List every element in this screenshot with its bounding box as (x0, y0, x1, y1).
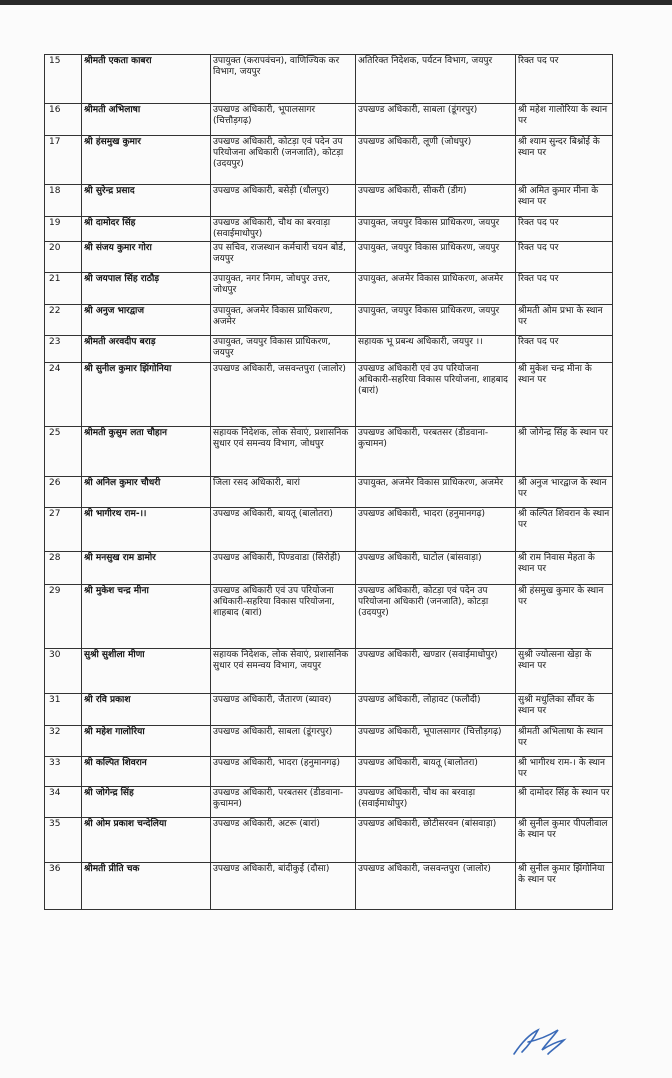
current-posting-cell: उपखण्ड अधिकारी, भादरा (हनुमानगढ़) (211, 757, 356, 787)
signature (508, 1020, 572, 1060)
table-row (45, 185, 613, 217)
officer-name-cell: श्रीमती अरवदीप बराड़ (82, 336, 211, 363)
remark-cell: श्री जोगेन्द्र सिंह के स्थान पर (516, 427, 613, 477)
officer-name-cell: श्री दामोदर सिंह (82, 217, 211, 242)
table-row (45, 552, 613, 585)
table-row (45, 55, 613, 104)
new-posting-cell: अतिरिक्त निदेशक, पर्यटन विभाग, जयपुर (356, 55, 516, 104)
table-row (45, 242, 613, 273)
row-number-cell: 33 (45, 757, 82, 787)
current-posting-cell: उपायुक्त, जयपुर विकास प्राधिकरण, जयपुर (211, 336, 356, 363)
row-number-cell: 17 (45, 136, 82, 185)
officer-name-cell: श्री अनिल कुमार चौधरी (82, 477, 211, 508)
officer-name-cell: श्रीमती कुसुम लता चौहान (82, 427, 211, 477)
remark-cell: श्रीमती ओम प्रभा के स्थान पर (516, 305, 613, 336)
officer-name-cell: सुश्री सुशीला मीणा (82, 649, 211, 694)
current-posting-cell: उपखण्ड अधिकारी एवं उप परियोजना अधिकारी-सहरिया विकास परियोजना, शाहबाद (बारां) (211, 585, 356, 649)
row-number-cell: 35 (45, 818, 82, 863)
officer-name-cell: श्री महेश गालोरिया (82, 726, 211, 757)
new-posting-cell: उपखण्ड अधिकारी, चौथ का बरवाड़ा (सवाईमाधोपुर) (356, 787, 516, 818)
new-posting-cell: उपायुक्त, जयपुर विकास प्राधिकरण, जयपुर (356, 217, 516, 242)
remark-cell: सुश्री ज्योत्सना खेड़ा के स्थान पर (516, 649, 613, 694)
current-posting-cell: उपखण्ड अधिकारी, भूपालसागर (चित्तौड़गढ़) (211, 104, 356, 136)
row-number-cell: 19 (45, 217, 82, 242)
current-posting-cell: उपायुक्त, अजमेर विकास प्राधिकरण, अजमेर (211, 305, 356, 336)
transfer-list-sheet (44, 54, 612, 910)
remark-cell: श्री अमित कुमार मीना के स्थान पर (516, 185, 613, 217)
new-posting-cell: उपखण्ड अधिकारी, बायतू (बालोतरा) (356, 757, 516, 787)
officer-name-cell: श्रीमती प्रीति चक (82, 863, 211, 910)
new-posting-cell: उपायुक्त, जयपुर विकास प्राधिकरण, जयपुर (356, 242, 516, 273)
row-number-cell: 32 (45, 726, 82, 757)
current-posting-cell: उपखण्ड अधिकारी, परबतसर (डीडवाना-कुचामन) (211, 787, 356, 818)
officer-name-cell: श्री मुकेश चन्द्र मीना (82, 585, 211, 649)
officer-name-cell: श्री सुनील कुमार झिंगोनिया (82, 363, 211, 427)
row-number-cell: 22 (45, 305, 82, 336)
row-number-cell: 31 (45, 694, 82, 726)
remark-cell: श्री सुनील कुमार झिंगोनिया के स्थान पर (516, 863, 613, 910)
current-posting-cell: उपखण्ड अधिकारी, बांदीकुई (दौसा) (211, 863, 356, 910)
row-number-cell: 29 (45, 585, 82, 649)
current-posting-cell: उपखण्ड अधिकारी, चौथ का बरवाड़ा (सवाईमाधोपुर) (211, 217, 356, 242)
row-number-cell: 21 (45, 273, 82, 305)
table-row (45, 863, 613, 910)
new-posting-cell: उपखण्ड अधिकारी, साबला (डूंगरपुर) (356, 104, 516, 136)
current-posting-cell: उपखण्ड अधिकारी, बायतू (बालोतरा) (211, 508, 356, 552)
remark-cell: श्री सुनील कुमार पीपलीवाल के स्थान पर (516, 818, 613, 863)
row-number-cell: 16 (45, 104, 82, 136)
row-number-cell: 34 (45, 787, 82, 818)
table-row (45, 427, 613, 477)
row-number-cell: 18 (45, 185, 82, 217)
table-row (45, 818, 613, 863)
current-posting-cell: उपखण्ड अधिकारी, बसेड़ी (धौलपुर) (211, 185, 356, 217)
officer-name-cell: श्री सुरेन्द्र प्रसाद (82, 185, 211, 217)
table-row (45, 217, 613, 242)
transfer-table (44, 54, 613, 910)
officer-name-cell: श्री हंसमुख कुमार (82, 136, 211, 185)
officer-name-cell: श्री जयपाल सिंह राठौड़ (82, 273, 211, 305)
row-number-cell: 15 (45, 55, 82, 104)
current-posting-cell: उपखण्ड अधिकारी, पिण्डवाडा (सिरोही) (211, 552, 356, 585)
table-row (45, 363, 613, 427)
row-number-cell: 27 (45, 508, 82, 552)
table-row (45, 649, 613, 694)
new-posting-cell: सहायक भू प्रबन्ध अधिकारी, जयपुर ।। (356, 336, 516, 363)
new-posting-cell: उपखण्ड अधिकारी, कोटड़ा एवं पदेन उप परियोजना अधिकारी (जनजाति), कोटड़ा (उदयपुर) (356, 585, 516, 649)
new-posting-cell: उपखण्ड अधिकारी, खण्डार (सवाईमाधोपुर) (356, 649, 516, 694)
new-posting-cell: उपखण्ड अधिकारी, घाटोल (बांसवाड़ा) (356, 552, 516, 585)
remark-cell: श्री राम निवास मेहता के स्थान पर (516, 552, 613, 585)
current-posting-cell: उपखण्ड अधिकारी, जसवन्तपुरा (जालोर) (211, 363, 356, 427)
current-posting-cell: जिला रसद अधिकारी, बारां (211, 477, 356, 508)
new-posting-cell: उपखण्ड अधिकारी, परबतसर (डीडवाना-कुचामन) (356, 427, 516, 477)
remark-cell: श्री श्याम सुन्दर बिश्नोई के स्थान पर (516, 136, 613, 185)
officer-name-cell: श्री संजय कुमार गोरा (82, 242, 211, 273)
current-posting-cell: उपखण्ड अधिकारी, साबला (डूंगरपुर) (211, 726, 356, 757)
row-number-cell: 28 (45, 552, 82, 585)
officer-name-cell: श्री रवि प्रकाश (82, 694, 211, 726)
table-row (45, 757, 613, 787)
table-row (45, 508, 613, 552)
table-row (45, 585, 613, 649)
table-row (45, 787, 613, 818)
row-number-cell: 30 (45, 649, 82, 694)
current-posting-cell: उपखण्ड अधिकारी, अटरू (बारां) (211, 818, 356, 863)
new-posting-cell: उपखण्ड अधिकारी, भादरा (हनुमानगढ़) (356, 508, 516, 552)
row-number-cell: 20 (45, 242, 82, 273)
row-number-cell: 24 (45, 363, 82, 427)
new-posting-cell: उपखण्ड अधिकारी एवं उप परियोजना अधिकारी-सहरिया विकास परियोजना, शाहबाद (बारां) (356, 363, 516, 427)
officer-name-cell: श्रीमती एकता काबरा (82, 55, 211, 104)
top-edge-bar (0, 0, 672, 5)
current-posting-cell: उपखण्ड अधिकारी, जैतारण (ब्यावर) (211, 694, 356, 726)
officer-name-cell: श्री मनसुख राम डामोर (82, 552, 211, 585)
remark-cell: श्री भागीरथ राम-। के स्थान पर (516, 757, 613, 787)
remark-cell: श्री दामोदर सिंह के स्थान पर (516, 787, 613, 818)
row-number-cell: 25 (45, 427, 82, 477)
officer-name-cell: श्री जोगेन्द्र सिंह (82, 787, 211, 818)
row-number-cell: 36 (45, 863, 82, 910)
new-posting-cell: उपखण्ड अधिकारी, लूणी (जोधपुर) (356, 136, 516, 185)
remark-cell: श्री अनुज भारद्वाज के स्थान पर (516, 477, 613, 508)
remark-cell: श्री मुकेश चन्द्र मीना के स्थान पर (516, 363, 613, 427)
remark-cell: श्री कल्पित शिवरान के स्थान पर (516, 508, 613, 552)
table-row (45, 305, 613, 336)
new-posting-cell: उपखण्ड अधिकारी, सीकरी (डीग) (356, 185, 516, 217)
officer-name-cell: श्री अनुज भारद्वाज (82, 305, 211, 336)
remark-cell: रिक्त पद पर (516, 273, 613, 305)
officer-name-cell: श्री कल्पित शिवरान (82, 757, 211, 787)
new-posting-cell: उपायुक्त, जयपुर विकास प्राधिकरण, जयपुर (356, 305, 516, 336)
row-number-cell: 23 (45, 336, 82, 363)
current-posting-cell: सहायक निदेशक, लोक सेवाएं, प्रशासनिक सुधार एवं समन्वय विभाग, जयपुर (211, 649, 356, 694)
remark-cell: सुश्री मधुलिका सौंवर के स्थान पर (516, 694, 613, 726)
remark-cell: रिक्त पद पर (516, 55, 613, 104)
current-posting-cell: उपखण्ड अधिकारी, कोटड़ा एवं पदेन उप परियोजना अधिकारी (जनजाति), कोटड़ा (उदयपुर) (211, 136, 356, 185)
new-posting-cell: उपखण्ड अधिकारी, भूपालसागर (चित्तौड़गढ़) (356, 726, 516, 757)
remark-cell: रिक्त पद पर (516, 336, 613, 363)
officer-name-cell: श्रीमती अभिलाषा (82, 104, 211, 136)
current-posting-cell: उपायुक्त (करापवंचन), वाणिज्यिक कर विभाग, जयपुर (211, 55, 356, 104)
table-row (45, 104, 613, 136)
table-row (45, 477, 613, 508)
table-row (45, 694, 613, 726)
current-posting-cell: उपायुक्त, नगर निगम, जोधपुर उत्तर, जोधपुर (211, 273, 356, 305)
current-posting-cell: सहायक निदेशक, लोक सेवाएं, प्रशासनिक सुधार एवं समन्वय विभाग, जोधपुर (211, 427, 356, 477)
new-posting-cell: उपखण्ड अधिकारी, छोटीसरवन (बांसवाड़ा) (356, 818, 516, 863)
current-posting-cell: उप सचिव, राजस्थान कर्मचारी चयन बोर्ड, जयपुर (211, 242, 356, 273)
table-row (45, 726, 613, 757)
remark-cell: श्रीमती अभिलाषा के स्थान पर (516, 726, 613, 757)
new-posting-cell: उपखण्ड अधिकारी, जसवन्तपुरा (जालोर) (356, 863, 516, 910)
remark-cell: श्री हंसमुख कुमार के स्थान पर (516, 585, 613, 649)
officer-name-cell: श्री ओम प्रकाश चन्देलिया (82, 818, 211, 863)
remark-cell: रिक्त पद पर (516, 217, 613, 242)
new-posting-cell: उपायुक्त, अजमेर विकास प्राधिकरण, अजमेर (356, 477, 516, 508)
table-row (45, 336, 613, 363)
officer-name-cell: श्री भागीरथ राम-।। (82, 508, 211, 552)
remark-cell: श्री महेश गालोरिया के स्थान पर (516, 104, 613, 136)
table-row (45, 273, 613, 305)
new-posting-cell: उपायुक्त, अजमेर विकास प्राधिकरण, अजमेर (356, 273, 516, 305)
new-posting-cell: उपखण्ड अधिकारी, लोहावट (फलौदी) (356, 694, 516, 726)
table-row (45, 136, 613, 185)
row-number-cell: 26 (45, 477, 82, 508)
remark-cell: रिक्त पद पर (516, 242, 613, 273)
